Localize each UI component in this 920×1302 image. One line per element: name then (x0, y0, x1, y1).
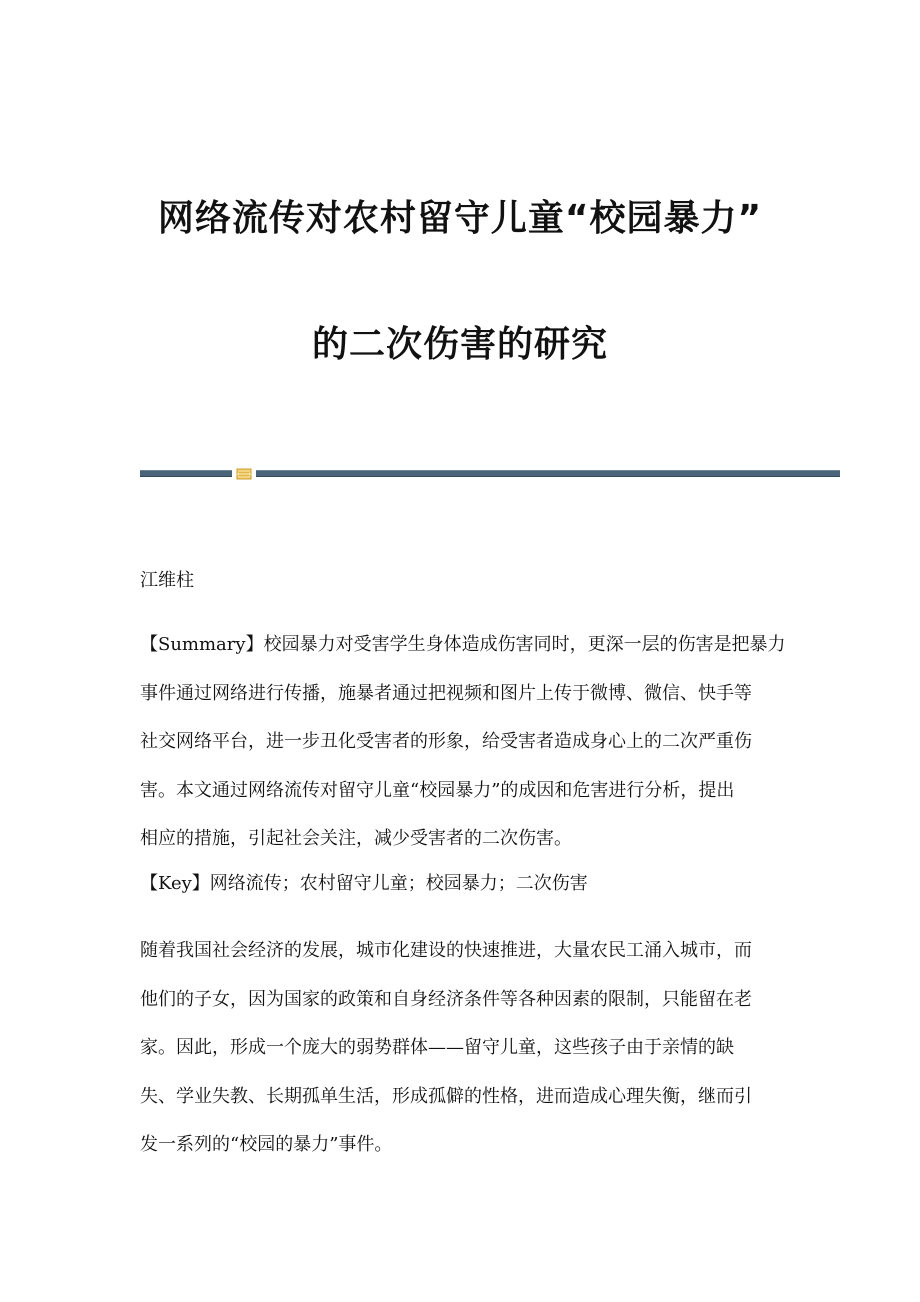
summary-block (140, 621, 800, 864)
summary-line: 社交网络平台，进一步丑化受害者的形象，给受害者造成身心上的二次严重伤 (140, 731, 752, 752)
summary-line: 【Summary】校园暴力对受害学生身体造成伤害同时，更深一层的伤害是把暴力 (140, 634, 786, 655)
summary-line: 相应的措施，引起社会关注，减少受害者的二次伤害。 (140, 828, 572, 849)
title-line-1: 网络流传对农村留守儿童“校园暴力” (157, 198, 763, 239)
paragraph-line: 他们的子女，因为国家的政策和自身经济条件等各种因素的限制，只能留在老 (140, 988, 752, 1010)
summary-line: 事件通过网络进行传播，施暴者通过把视频和图片上传于微博、微信、快手等 (140, 682, 752, 704)
title-line-2: 的二次伤害的研究 (311, 324, 608, 365)
summary-line: 害。本文通过网络流传对留守儿童“校园暴力”的成因和危害进行分析，提出 (140, 779, 735, 801)
author-name: 江维柱 (140, 570, 194, 591)
title-divider-right (256, 470, 840, 477)
keywords-line: 【Key】网络流传；农村留守儿童；校园暴力；二次伤害 (140, 873, 588, 894)
paragraph-line: 家。因此，形成一个庞大的弱势群体——留守儿童，这些孩子由于亲情的缺 (140, 1037, 734, 1058)
title-divider-left (140, 470, 232, 477)
intro-paragraph (140, 927, 800, 1170)
paragraph-line: 失、学业失教、长期孤单生活，形成孤僻的性格，进而造成心理失衡，继而引 (140, 1085, 752, 1107)
paragraph-line: 随着我国社会经济的发展，城市化建设的快速推进，大量农民工涌入城市，而 (140, 940, 752, 961)
divider-ornament-icon (236, 468, 252, 480)
paragraph-line: 发一系列的“校园的暴力”事件。 (140, 1134, 393, 1155)
